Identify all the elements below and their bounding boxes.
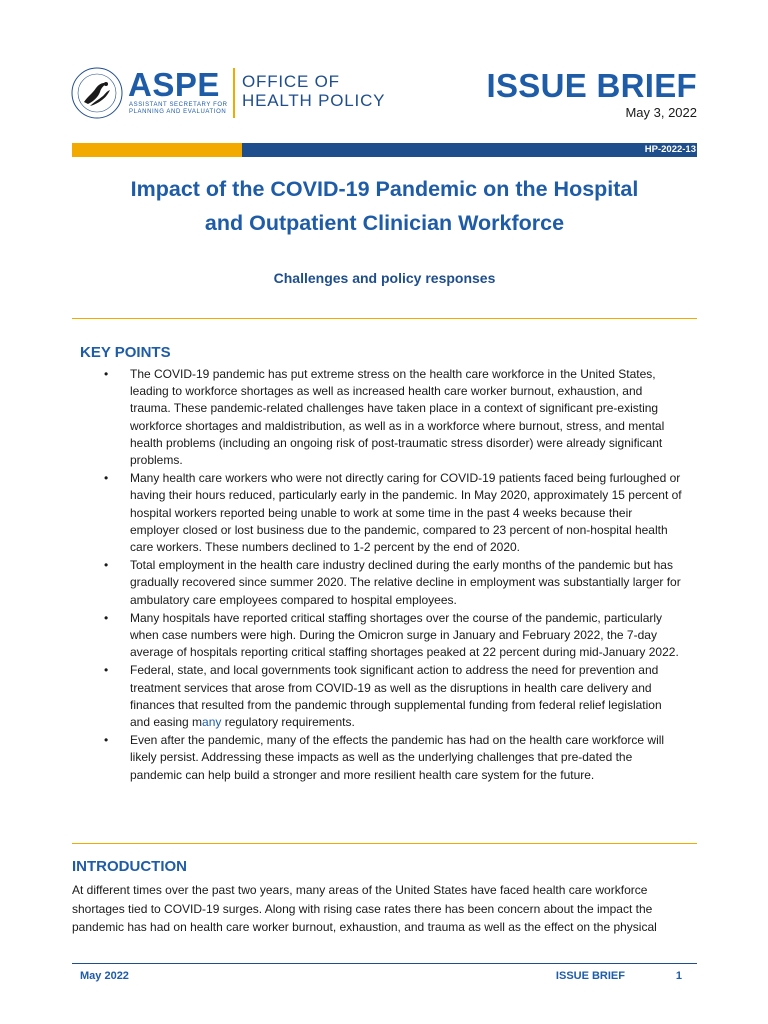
introduction-heading: INTRODUCTION [72,858,187,875]
list-item [104,662,684,731]
list-item [104,557,684,609]
bullet-text: Many health care workers who were not directly caring for COVID-19 patients faced being furloughed or having their hours reduced, particularly early in the pandemic. In May 2020, approximately 15 percent of hospital workers reported being unable to work at some time in the past 4 weeks because their employer closed or lost business due to the pandemic, compared to 23 percent of non-hospital health care workers. These numbers declined to 1-2 percent by the end of 2020. [130,471,682,555]
bullet-text: Even after the pandemic, many of the effects the pandemic has had on the health care workforce will likely persist. Addressing these impacts as well as the underlying challenges that pre-dated the pandemic can help build a stronger and more resilient health care system for the future. [130,733,665,782]
inline-link[interactable]: any [202,715,222,730]
list-item [104,610,684,662]
footer-rule [72,963,697,964]
page-number: 1 [675,970,682,982]
introduction-text: At different times over the past two years, many areas of the United States have faced health care workforce shortages tied to COVID-19 surges. Along with rising case rates there has been concern about the impact the pandemic has had on health care worker burnout, exhaustion, and trauma as well as the effect on the physical [72,883,657,934]
list-item [104,732,684,784]
footer-doc-type: ISSUE BRIEF [555,970,625,982]
report-code: HP-2022-13 [644,144,696,155]
bullet-icon: • [104,663,109,678]
bullet-text: Total employment in the health care industry declined during the early months of the pandemic but has gradually recovered since summer 2020. The relative decline in employment was substantially larger for ambulatory care employees compared to hospital employees. [130,558,681,607]
list-item [104,470,684,556]
bullet-icon: • [104,367,109,381]
bullet-text [130,663,662,729]
office-name [242,72,385,110]
office-line-2: HEALTH POLICY [242,91,386,110]
title-line-2: and Outpatient Clinician Workforce [204,211,565,235]
divider-rule [72,318,697,319]
page-subtitle: Challenges and policy responses [273,270,496,286]
doc-type-title: ISSUE BRIEF [486,67,697,104]
key-points-list [104,366,684,785]
title-line-1: Impact of the COVID-19 Pandemic on the Hospital [130,177,639,201]
issue-date: May 3, 2022 [625,105,697,120]
key-points-heading: KEY POINTS [80,344,171,361]
logo-divider [233,68,235,118]
office-line-1: OFFICE OF [242,72,340,91]
aspe-logo-text: ASPE [128,66,220,103]
bullet-text: Many hospitals have reported critical staffing shortages over the course of the pandemic, particularly when case numbers were high. During the Omicron surge in January and February 2022, the 7-day average of hospitals reporting critical staffing shortages peaked at 22 percent during mid-January 2022. [130,610,679,660]
bullet-text-part: regulatory requirements. [221,715,355,730]
header-bar-gold [72,143,242,157]
footer-date: May 2022 [80,970,129,982]
list-item [104,366,684,469]
aspe-logo [70,64,390,126]
bullet-text: The COVID-19 pandemic has put extreme stress on the health care workforce in the United States, leading to workforce shortages as well as increased health care worker burnout, exhaustion, and trauma. These pandemic-related challenges have taken place in a context of significant pre-existing workforce shortages and maldistribution, as well as in a workforce where burnout, stress, and mental health problems (including an ongoing risk of post-traumatic stress disorder) were already significant problems. [130,367,665,468]
header-bar-blue [242,143,697,157]
hhs-seal-icon [70,66,124,120]
bullet-icon: • [104,610,109,625]
bullet-icon: • [104,733,109,748]
bullet-icon: • [104,558,109,573]
aspe-logo-subtext: ASSISTANT SECRETARY FOR PLANNING AND EVALUATION [129,102,228,115]
divider-rule [72,843,697,844]
bullet-icon: • [104,471,109,486]
bullet-text-part: Federal, state, and local governments took significant action to address the need for prevention and treatment services that arose from COVID-19 as well as the disruptions in health care delivery and finances that resulted from the pandemic through supplemental funding from federal relief legislation and easing m [130,663,662,730]
page-title [72,172,697,240]
